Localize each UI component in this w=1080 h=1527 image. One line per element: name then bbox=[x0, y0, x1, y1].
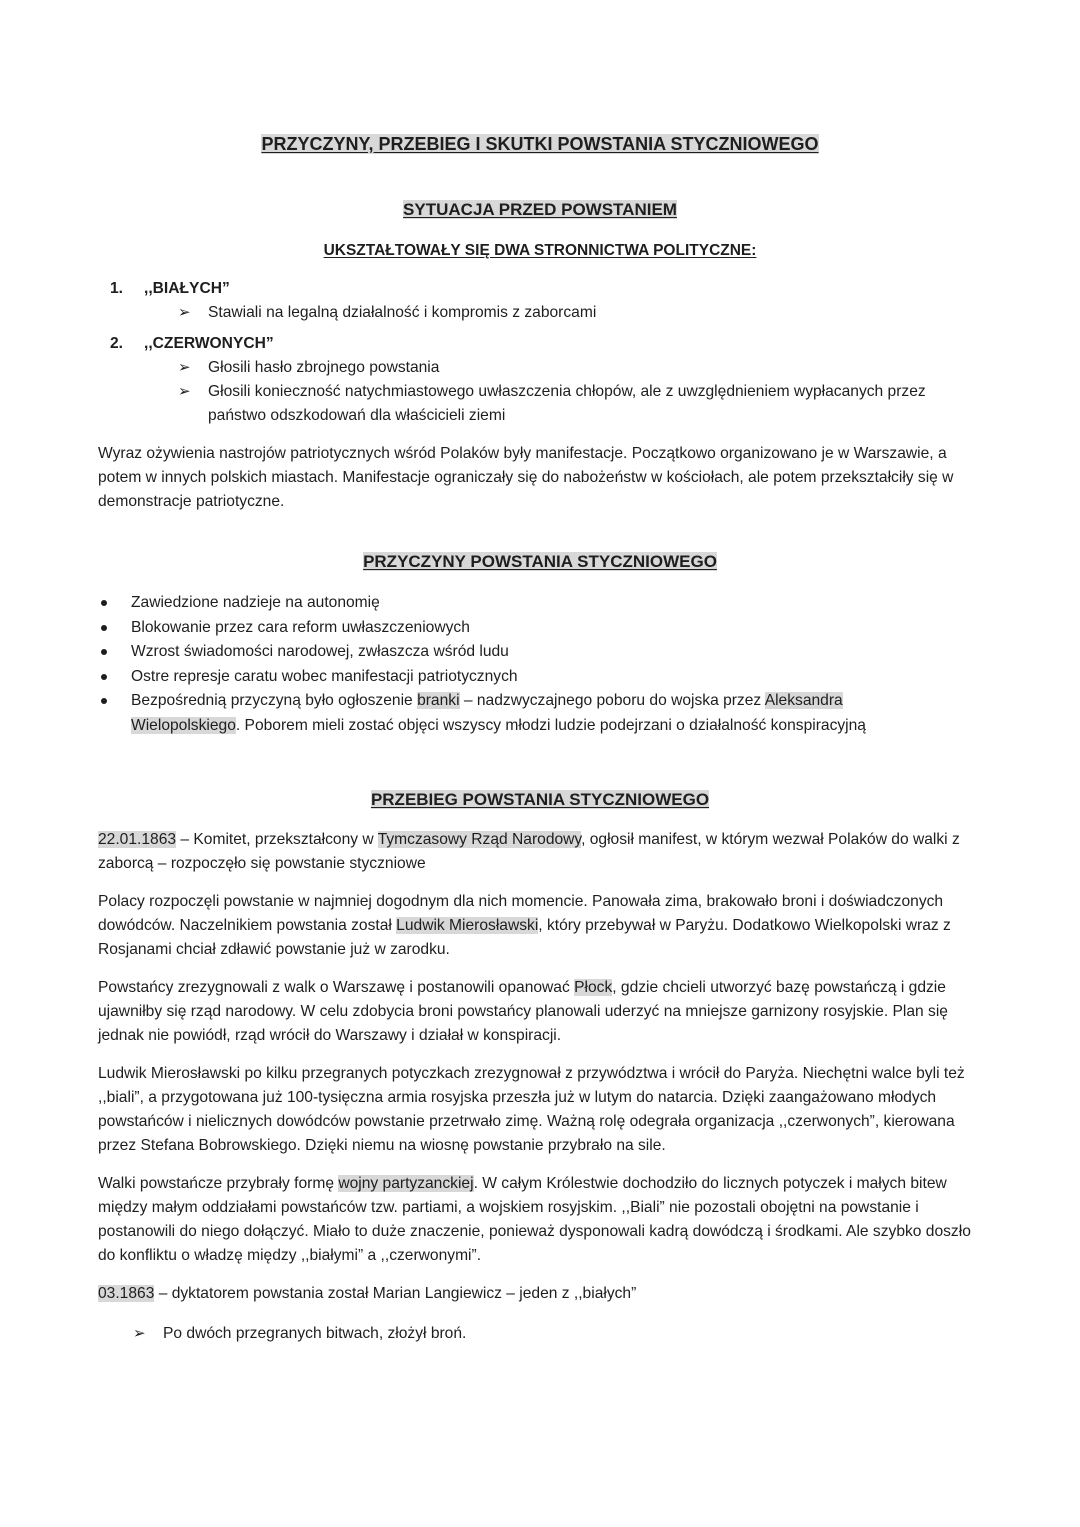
causes-list bbox=[98, 591, 986, 738]
list-item: Ostre represje caratu wobec manifestacji patriotycznych bbox=[98, 665, 986, 690]
section-heading-situation: SYTUACJA PRZED POWSTANIEM bbox=[403, 200, 677, 219]
arrow-bullet-icon: ➢ bbox=[178, 383, 191, 400]
list-item-direct-cause: Bezpośrednią przyczyną było ogłoszenie branki – nadzwyczajnego poboru do wojska przez Aleksandra Wielopolskiego. Poborem mieli zostać objęci wszyscy młodzi ludzie podejrzani o działalność konspiracyjną bbox=[98, 689, 891, 738]
bullet-dot-icon bbox=[101, 625, 107, 631]
party-item-red: 2. ,,CZERWONYCH” bbox=[110, 335, 274, 352]
paragraph-start: Polacy rozpoczęli powstanie w najmniej dogodnym dla nich momencie. Panowała zima, brakowało broni i doświadczonych dowódców. Naczelnikiem powstania został Ludwik Mierosławski, który przebywał w Paryżu. Dodatkowo Wielkopolski wraz z Rosjanami chciał zdławić powstanie już w zarodku. bbox=[98, 893, 951, 958]
paragraph-plock: Powstańcy zrezygnowali z walk o Warszawę i postanowili opanować Płock, gdzie chcieli utworzyć bazę powstańczą i gdzie ujawniłby się rząd narodowy. W celu zdobycia broni powstańcy planowali uderzyć na mniejsze garnizony rosyjskie. Plan się jednak nie powiódł, rząd wrócił do Warszawy i działał w konspiracji. bbox=[98, 979, 948, 1044]
bullet-dot-icon bbox=[101, 600, 107, 606]
arrow-bullet-icon: ➢ bbox=[133, 1325, 146, 1342]
paragraph-mieroslawski: Ludwik Mierosławski po kilku przegranych potyczkach zrezygnował z przywództwa i wrócił do Paryża. Niechętni walce byli też ,,biali”, a przygotowana już 100-tysięczna armia rosyjska przeszła już w lutym do natarcia. Dzięki zaangażowano młodych powstańców i nielicznych dowódców powstanie przetrwało zimę. Ważną rolę odegrała organizacja ,,czerwonych”, kierowana przez Stefana Bobrowskiego. Dzięki niemu na wiosnę powstanie przybrało na sile. bbox=[98, 1065, 965, 1154]
subheading-parties: UKSZTAŁTOWAŁY SIĘ DWA STRONNICTWA POLITYCZNE: bbox=[323, 242, 757, 259]
paragraph-langiewicz: 03.1863 – dyktatorem powstania został Marian Langiewicz – jeden z ,,białych” bbox=[98, 1285, 637, 1302]
party-red-point-1: ➢ Głosili hasło zbrojnego powstania bbox=[208, 356, 968, 380]
paragraph-manifest: 22.01.1863 – Komitet, przekształcony w Tymczasowy Rząd Narodowy, ogłosił manifest, w którym wezwał Polaków do walki z zaborcą – rozpoczęło się powstanie styczniowe bbox=[98, 831, 960, 872]
list-item: Wzrost świadomości narodowej, zwłaszcza wśród ludu bbox=[98, 640, 986, 665]
list-item: Zawiedzione nadzieje na autonomię bbox=[98, 591, 986, 616]
list-item: Blokowanie przez cara reform uwłaszczeniowych bbox=[98, 616, 986, 641]
paragraph-manifestations: Wyraz ożywienia nastrojów patriotycznych wśród Polaków były manifestacje. Początkowo organizowano je w Warszawie, a potem w innych polskich miastach. Manifestacje ograniczały się do nabożeństw w kościołach, ale potem przekształciły się w demonstracje patriotyczne. bbox=[98, 445, 954, 510]
bullet-dot-icon bbox=[101, 698, 107, 704]
bullet-dot-icon bbox=[101, 649, 107, 655]
arrow-bullet-icon: ➢ bbox=[178, 304, 191, 321]
langiewicz-point: ➢ Po dwóch przegranych bitwach, złożył broń. bbox=[163, 1322, 923, 1346]
section-heading-causes: PRZYCZYNY POWSTANIA STYCZNIOWEGO bbox=[363, 552, 717, 571]
party-item-white: 1. ,,BIAŁYCH” bbox=[110, 280, 230, 297]
paragraph-guerrilla: Walki powstańcze przybrały formę wojny partyzanckiej. W całym Królestwie dochodziło do licznych potyczek i małych bitew między małym oddziałami powstańców tzw. partiami, a wojskiem rosyjskim. ,,Biali” nie pozostali obojętni na powstanie i postanowili do niego dołączyć. Miało to duże znaczenie, ponieważ dysponowali kadrą dowódczą i środkami. Ale szybko doszło do konfliktu o władzę między ,,białymi” a ,,czerwonymi”. bbox=[98, 1175, 971, 1264]
bullet-dot-icon bbox=[101, 674, 107, 680]
party-red-point-2: ➢ Głosili konieczność natychmiastowego uwłaszczenia chłopów, ale z uwzględnieniem wypłacanych przez państwo odszkodowań dla właścicieli ziemi bbox=[208, 380, 968, 428]
arrow-bullet-icon: ➢ bbox=[178, 359, 191, 376]
section-heading-course: PRZEBIEG POWSTANIA STYCZNIOWEGO bbox=[370, 790, 710, 809]
party-white-point: ➢ Stawiali na legalną działalność i kompromis z zaborcami bbox=[208, 301, 968, 325]
document-title: PRZYCZYNY, PRZEBIEG I SKUTKI POWSTANIA STYCZNIOWEGO bbox=[261, 134, 819, 154]
